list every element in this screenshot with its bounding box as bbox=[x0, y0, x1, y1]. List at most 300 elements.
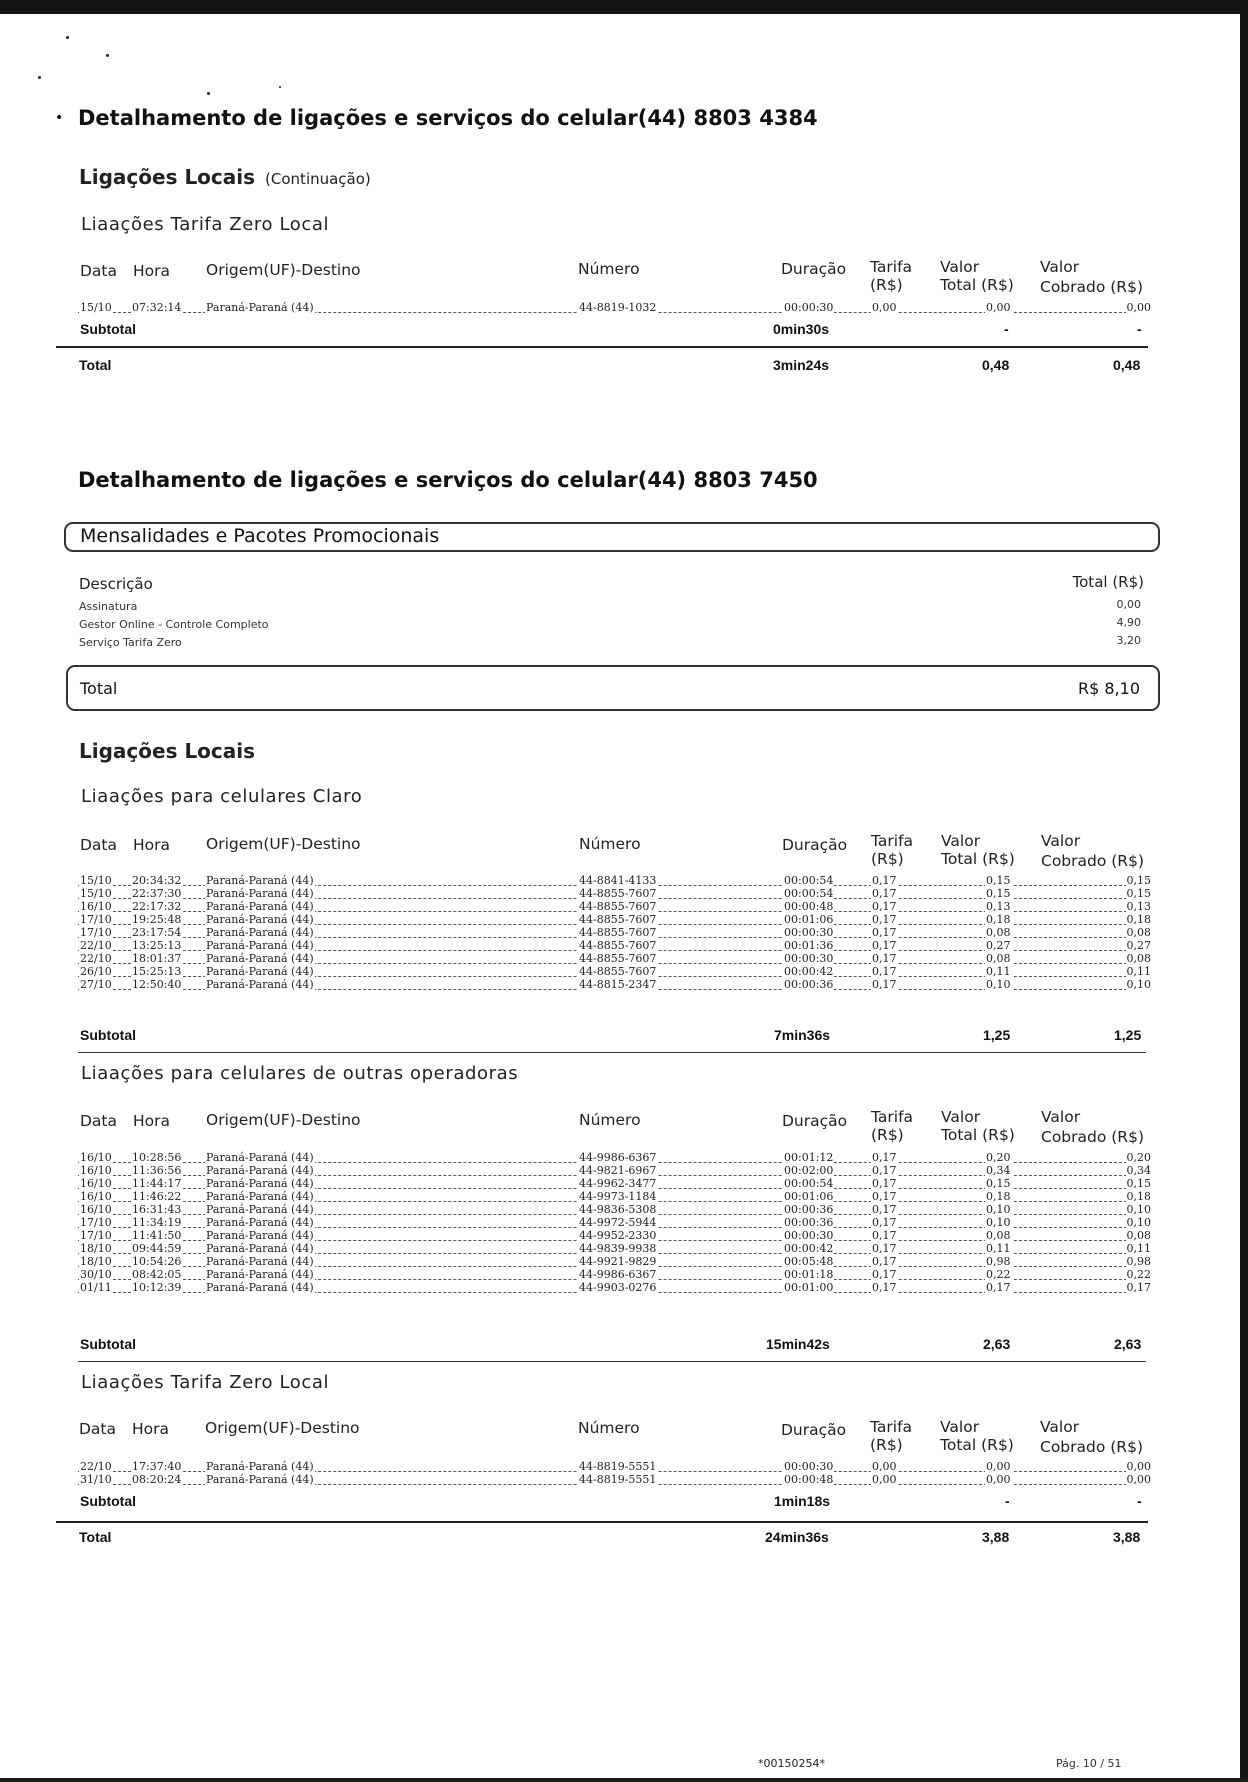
col-duration: Duração bbox=[781, 260, 847, 278]
cell-duration: 00:00:36 bbox=[784, 1216, 834, 1229]
cell-origin: Paraná-Paraná (44) bbox=[206, 1255, 314, 1268]
cell-total: 0,22 bbox=[986, 1268, 1011, 1281]
bullet-icon: • bbox=[55, 110, 64, 126]
total-divider bbox=[56, 346, 1148, 348]
col-number: Número bbox=[579, 835, 641, 853]
col-date: Data bbox=[79, 1420, 117, 1438]
subtotal-total: 2,63 bbox=[983, 1336, 1011, 1352]
cell-tariff: 0,00 bbox=[872, 301, 897, 314]
cell-time: 15:25:13 bbox=[132, 965, 182, 978]
cell-charged: 0,10 bbox=[1126, 978, 1151, 991]
cell-number: 44-9986-6367 bbox=[579, 1151, 657, 1164]
cell-number: 44-9836-5308 bbox=[579, 1203, 657, 1216]
cell-number: 44-8855-7607 bbox=[579, 939, 657, 952]
total-label: Total bbox=[79, 357, 112, 373]
subtotal-total: - bbox=[1004, 321, 1009, 337]
cell-charged: 0,00 bbox=[1126, 301, 1151, 314]
cell-duration: 00:01:06 bbox=[784, 913, 834, 926]
cell-number: 44-9962-3477 bbox=[579, 1177, 657, 1190]
col-tariff bbox=[870, 1418, 912, 1454]
cell-charged: 0,18 bbox=[1126, 913, 1151, 926]
calls-list-claro bbox=[0, 874, 1248, 991]
mensalidades-heading: Mensalidades e Pacotes Promocionais bbox=[80, 525, 440, 547]
cell-number: 44-8855-7607 bbox=[579, 965, 657, 978]
col-tariff-line1: Tarifa bbox=[870, 258, 913, 276]
total-row bbox=[0, 1529, 1248, 1547]
subsection-heading-claro: Liaações para celulares Claro bbox=[81, 786, 363, 807]
cell-origin: Paraná-Paraná (44) bbox=[206, 900, 314, 913]
cell-time: 13:25:13 bbox=[132, 939, 182, 952]
cell-duration: 00:01:12 bbox=[784, 1151, 834, 1164]
cell-duration: 00:00:30 bbox=[784, 926, 834, 939]
cell-tariff: 0,17 bbox=[872, 1216, 897, 1229]
section-heading-locais-continuacao bbox=[79, 165, 371, 189]
cell-tariff: 0,17 bbox=[872, 1229, 897, 1242]
total-duration: 24min36s bbox=[765, 1529, 829, 1545]
cell-charged: 0,11 bbox=[1126, 1242, 1151, 1255]
table-row bbox=[0, 1164, 1248, 1177]
mensalidades-total-box bbox=[66, 665, 1160, 711]
scan-top-border bbox=[0, 0, 1248, 14]
cell-number: 44-8841-4133 bbox=[579, 874, 657, 887]
cell-tariff: 0,17 bbox=[872, 1151, 897, 1164]
cell-origin: Paraná-Paraná (44) bbox=[206, 913, 314, 926]
cell-time: 19:25:48 bbox=[132, 913, 182, 926]
cell-date: 31/10 bbox=[80, 1473, 112, 1486]
cell-number: 44-8815-2347 bbox=[579, 978, 657, 991]
table-row bbox=[0, 978, 1248, 991]
table-row bbox=[0, 1242, 1248, 1255]
subtotal-charged: - bbox=[1137, 1493, 1142, 1509]
description-total-label: Total (R$) bbox=[1072, 573, 1144, 591]
cell-date: 30/10 bbox=[80, 1268, 112, 1281]
subtotal-total: - bbox=[1005, 1493, 1010, 1509]
cell-date: 16/10 bbox=[80, 1190, 112, 1203]
cell-charged: 0,18 bbox=[1126, 1190, 1151, 1203]
scan-bottom-border bbox=[0, 1778, 1248, 1782]
cell-charged: 0,00 bbox=[1126, 1460, 1151, 1473]
cell-time: 11:34:19 bbox=[132, 1216, 182, 1229]
col-charged-line2: Cobrado (R$) bbox=[1041, 1128, 1144, 1146]
cell-origin: Paraná-Paraná (44) bbox=[206, 1177, 314, 1190]
cell-duration: 00:00:54 bbox=[784, 887, 834, 900]
cell-total: 0,13 bbox=[986, 900, 1011, 913]
cell-total: 0,18 bbox=[986, 1190, 1011, 1203]
cell-origin: Paraná-Paraná (44) bbox=[206, 965, 314, 978]
subtotal-duration: 0min30s bbox=[773, 321, 830, 337]
col-charged-value bbox=[1041, 832, 1144, 870]
cell-time: 11:41:50 bbox=[132, 1229, 182, 1242]
cell-total: 0,17 bbox=[986, 1281, 1011, 1294]
cell-tariff: 0,17 bbox=[872, 1177, 897, 1190]
cell-number: 44-8855-7607 bbox=[579, 887, 657, 900]
cell-date: 17/10 bbox=[80, 913, 112, 926]
cell-tariff: 0,00 bbox=[872, 1473, 897, 1486]
calls-list-zero2 bbox=[0, 1460, 1248, 1486]
subsection-heading-outras: Liaações para celulares de outras operadoras bbox=[81, 1063, 519, 1084]
scan-speck bbox=[66, 36, 69, 39]
cell-time: 08:20:24 bbox=[132, 1473, 182, 1486]
cell-number: 44-9839-9938 bbox=[579, 1242, 657, 1255]
cell-charged: 0,15 bbox=[1126, 887, 1151, 900]
cell-total: 0,34 bbox=[986, 1164, 1011, 1177]
subsection-heading-tarifa-zero: Liaações Tarifa Zero Local bbox=[81, 214, 330, 235]
table-row bbox=[0, 913, 1248, 926]
col-tariff-line1: Tarifa bbox=[871, 1108, 914, 1126]
col-date: Data bbox=[80, 836, 118, 854]
continuation-note: (Continuação) bbox=[265, 170, 371, 188]
cell-number: 44-8855-7607 bbox=[579, 952, 657, 965]
table-row bbox=[0, 1229, 1248, 1242]
col-tariff-line2: (R$) bbox=[870, 276, 903, 294]
cell-total: 0,08 bbox=[986, 952, 1011, 965]
mensalidades-total-value: R$ 8,10 bbox=[1077, 679, 1140, 698]
plan-item-name: Serviço Tarifa Zero bbox=[79, 636, 182, 649]
cell-charged: 0,17 bbox=[1126, 1281, 1151, 1294]
cell-total: 0,18 bbox=[986, 913, 1011, 926]
cell-number: 44-8819-5551 bbox=[579, 1460, 657, 1473]
cell-tariff: 0,17 bbox=[872, 913, 897, 926]
col-total-line1: Valor bbox=[940, 258, 980, 276]
table-row bbox=[0, 301, 1248, 314]
table-header bbox=[0, 1108, 1248, 1150]
table-row bbox=[0, 1281, 1248, 1294]
subtotal-divider bbox=[78, 1361, 1146, 1362]
cell-date: 15/10 bbox=[80, 887, 112, 900]
col-duration: Duração bbox=[781, 1421, 847, 1439]
cell-duration: 00:01:06 bbox=[784, 1190, 834, 1203]
cell-origin: Paraná-Paraná (44) bbox=[206, 926, 314, 939]
cell-total: 0,10 bbox=[986, 1203, 1011, 1216]
col-charged-line1: Valor bbox=[1040, 1418, 1080, 1436]
cell-duration: 00:00:36 bbox=[784, 978, 834, 991]
cell-origin: Paraná-Paraná (44) bbox=[206, 1190, 314, 1203]
col-duration: Duração bbox=[782, 836, 848, 854]
cell-duration: 00:00:54 bbox=[784, 874, 834, 887]
cell-origin: Paraná-Paraná (44) bbox=[206, 1151, 314, 1164]
cell-date: 01/11 bbox=[80, 1281, 112, 1294]
cell-time: 22:17:32 bbox=[132, 900, 182, 913]
cell-duration: 00:00:30 bbox=[784, 952, 834, 965]
col-tariff-line2: (R$) bbox=[870, 1436, 903, 1454]
cell-time: 11:44:17 bbox=[132, 1177, 182, 1190]
cell-tariff: 0,17 bbox=[872, 978, 897, 991]
scan-speck bbox=[106, 54, 109, 57]
cell-total: 0,11 bbox=[986, 965, 1011, 978]
cell-date: 17/10 bbox=[80, 1229, 112, 1242]
plan-item-name: Assinatura bbox=[79, 600, 138, 613]
cell-duration: 00:01:36 bbox=[784, 939, 834, 952]
cell-date: 27/10 bbox=[80, 978, 112, 991]
col-tariff-line2: (R$) bbox=[871, 1126, 904, 1144]
subtotal-charged: 1,25 bbox=[1114, 1027, 1142, 1043]
col-total-line2: Total (R$) bbox=[940, 276, 1014, 294]
subtotal-row bbox=[0, 321, 1248, 339]
cell-duration: 00:01:18 bbox=[784, 1268, 834, 1281]
cell-charged: 0,15 bbox=[1126, 1177, 1151, 1190]
table-row bbox=[0, 1460, 1248, 1473]
table-row bbox=[0, 1203, 1248, 1216]
subtotal-charged: - bbox=[1137, 321, 1142, 337]
subtotal-duration: 7min36s bbox=[774, 1027, 831, 1043]
col-duration: Duração bbox=[782, 1112, 848, 1130]
table-row bbox=[0, 874, 1248, 887]
col-charged-line1: Valor bbox=[1041, 1108, 1081, 1126]
subtotal-label: Subtotal bbox=[80, 1336, 136, 1352]
col-total-line2: Total (R$) bbox=[941, 1126, 1015, 1144]
cell-date: 18/10 bbox=[80, 1255, 112, 1268]
cell-time: 18:01:37 bbox=[132, 952, 182, 965]
col-charged-value bbox=[1040, 1418, 1143, 1456]
cell-tariff: 0,17 bbox=[872, 926, 897, 939]
calls-list-zero1 bbox=[0, 301, 1248, 314]
cell-tariff: 0,17 bbox=[872, 939, 897, 952]
cell-duration: 00:00:30 bbox=[784, 1460, 834, 1473]
scan-speck bbox=[279, 86, 281, 88]
cell-total: 0,27 bbox=[986, 939, 1011, 952]
table-header bbox=[0, 258, 1248, 300]
cell-duration: 00:00:30 bbox=[784, 1229, 834, 1242]
cell-duration: 00:00:48 bbox=[784, 900, 834, 913]
barcode-number: *00150254* bbox=[758, 1757, 825, 1770]
scan-speck bbox=[207, 92, 210, 95]
cell-origin: Paraná-Paraná (44) bbox=[206, 887, 314, 900]
table-header bbox=[0, 832, 1248, 874]
cell-total: 0,00 bbox=[986, 1473, 1011, 1486]
description-label: Descrição bbox=[79, 575, 153, 593]
cell-tariff: 0,17 bbox=[872, 1190, 897, 1203]
col-total-line2: Total (R$) bbox=[941, 850, 1015, 868]
total-label: Total bbox=[79, 1529, 112, 1545]
cell-total: 0,08 bbox=[986, 926, 1011, 939]
table-row bbox=[0, 952, 1248, 965]
cell-time: 20:34:32 bbox=[132, 874, 182, 887]
table-row bbox=[0, 1473, 1248, 1486]
page-title-line-4384: Detalhamento de ligações e serviços do celular(44) 8803 4384 bbox=[78, 106, 818, 130]
cell-tariff: 0,17 bbox=[872, 1268, 897, 1281]
col-total-value bbox=[940, 258, 1014, 294]
cell-number: 44-8855-7607 bbox=[579, 900, 657, 913]
cell-origin: Paraná-Paraná (44) bbox=[206, 978, 314, 991]
col-charged-value bbox=[1040, 258, 1143, 296]
cell-tariff: 0,17 bbox=[872, 1255, 897, 1268]
cell-date: 16/10 bbox=[80, 1177, 112, 1190]
table-row bbox=[0, 1151, 1248, 1164]
cell-duration: 00:00:48 bbox=[784, 1473, 834, 1486]
cell-charged: 0,15 bbox=[1126, 874, 1151, 887]
cell-origin: Paraná-Paraná (44) bbox=[206, 1164, 314, 1177]
table-row bbox=[0, 1255, 1248, 1268]
col-time: Hora bbox=[133, 836, 171, 854]
cell-time: 12:50:40 bbox=[132, 978, 182, 991]
col-total-line2: Total (R$) bbox=[940, 1436, 1014, 1454]
table-row bbox=[0, 1216, 1248, 1229]
cell-total: 0,15 bbox=[986, 887, 1011, 900]
table-row bbox=[0, 965, 1248, 978]
plan-item-value: 3,20 bbox=[1116, 634, 1141, 647]
cell-date: 17/10 bbox=[80, 1216, 112, 1229]
col-total-value bbox=[940, 1418, 1014, 1454]
cell-charged: 0,98 bbox=[1126, 1255, 1151, 1268]
cell-time: 17:37:40 bbox=[132, 1460, 182, 1473]
cell-total: 0,10 bbox=[986, 1216, 1011, 1229]
cell-origin: Paraná-Paraná (44) bbox=[206, 1216, 314, 1229]
cell-duration: 00:00:36 bbox=[784, 1203, 834, 1216]
cell-origin: Paraná-Paraná (44) bbox=[206, 1203, 314, 1216]
page-title-line-7450: Detalhamento de ligações e serviços do celular(44) 8803 7450 bbox=[78, 468, 818, 492]
cell-tariff: 0,17 bbox=[872, 952, 897, 965]
cell-charged: 0,11 bbox=[1126, 965, 1151, 978]
cell-charged: 0,10 bbox=[1126, 1216, 1151, 1229]
col-tariff bbox=[871, 832, 913, 868]
col-tariff-line1: Tarifa bbox=[871, 832, 914, 850]
col-time: Hora bbox=[133, 1112, 171, 1130]
cell-duration: 00:00:42 bbox=[784, 1242, 834, 1255]
cell-number: 44-9903-0276 bbox=[579, 1281, 657, 1294]
col-number: Número bbox=[578, 260, 640, 278]
section-heading-label: Ligações Locais bbox=[79, 165, 256, 189]
subtotal-label: Subtotal bbox=[80, 321, 136, 337]
cell-number: 44-9986-6367 bbox=[579, 1268, 657, 1281]
cell-date: 16/10 bbox=[80, 1164, 112, 1177]
cell-origin: Paraná-Paraná (44) bbox=[206, 1242, 314, 1255]
cell-tariff: 0,17 bbox=[872, 1242, 897, 1255]
cell-total: 0,98 bbox=[986, 1255, 1011, 1268]
col-time: Hora bbox=[132, 1420, 170, 1438]
cell-time: 10:12:39 bbox=[132, 1281, 182, 1294]
cell-duration: 00:00:30 bbox=[784, 301, 834, 314]
col-total-value bbox=[941, 832, 1015, 868]
col-number: Número bbox=[578, 1419, 640, 1437]
cell-date: 17/10 bbox=[80, 926, 112, 939]
cell-charged: 0,13 bbox=[1126, 900, 1151, 913]
subtotal-row bbox=[0, 1027, 1248, 1045]
cell-date: 15/10 bbox=[80, 874, 112, 887]
cell-number: 44-9921-9829 bbox=[579, 1255, 657, 1268]
cell-origin: Paraná-Paraná (44) bbox=[206, 952, 314, 965]
cell-number: 44-9973-1184 bbox=[579, 1190, 657, 1203]
col-total-line1: Valor bbox=[941, 832, 981, 850]
table-row bbox=[0, 1177, 1248, 1190]
cell-charged: 0,34 bbox=[1126, 1164, 1151, 1177]
cell-date: 16/10 bbox=[80, 1203, 112, 1216]
cell-tariff: 0,17 bbox=[872, 1281, 897, 1294]
cell-tariff: 0,17 bbox=[872, 965, 897, 978]
total-charged: 3,88 bbox=[1113, 1529, 1141, 1545]
cell-date: 22/10 bbox=[80, 1460, 112, 1473]
cell-tariff: 0,17 bbox=[872, 1203, 897, 1216]
cell-charged: 0,08 bbox=[1126, 1229, 1151, 1242]
cell-duration: 00:00:42 bbox=[784, 965, 834, 978]
cell-charged: 0,08 bbox=[1126, 926, 1151, 939]
col-total-value bbox=[941, 1108, 1015, 1144]
cell-number: 44-9952-2330 bbox=[579, 1229, 657, 1242]
cell-time: 11:46:22 bbox=[132, 1190, 182, 1203]
cell-origin: Paraná-Paraná (44) bbox=[206, 1460, 314, 1473]
total-duration: 3min24s bbox=[773, 357, 830, 373]
col-origin: Origem(UF)-Destino bbox=[206, 261, 361, 279]
cell-number: 44-9821-6967 bbox=[579, 1164, 657, 1177]
cell-charged: 0,10 bbox=[1126, 1203, 1151, 1216]
cell-date: 16/10 bbox=[80, 900, 112, 913]
cell-origin: Paraná-Paraná (44) bbox=[206, 939, 314, 952]
cell-duration: 00:02:00 bbox=[784, 1164, 834, 1177]
table-row bbox=[0, 926, 1248, 939]
col-number: Número bbox=[579, 1111, 641, 1129]
cell-time: 11:36:56 bbox=[132, 1164, 182, 1177]
cell-origin: Paraná-Paraná (44) bbox=[206, 1229, 314, 1242]
cell-number: 44-9972-5944 bbox=[579, 1216, 657, 1229]
cell-total: 0,08 bbox=[986, 1229, 1011, 1242]
total-value: 0,48 bbox=[982, 357, 1010, 373]
total-value: 3,88 bbox=[982, 1529, 1010, 1545]
cell-date: 26/10 bbox=[80, 965, 112, 978]
cell-charged: 0,00 bbox=[1126, 1473, 1151, 1486]
cell-number: 44-8855-7607 bbox=[579, 926, 657, 939]
cell-date: 22/10 bbox=[80, 952, 112, 965]
col-total-line1: Valor bbox=[940, 1418, 980, 1436]
cell-origin: Paraná-Paraná (44) bbox=[206, 1473, 314, 1486]
col-charged-line2: Cobrado (R$) bbox=[1040, 278, 1143, 296]
cell-charged: 0,08 bbox=[1126, 952, 1151, 965]
col-origin: Origem(UF)-Destino bbox=[205, 1419, 360, 1437]
cell-charged: 0,27 bbox=[1126, 939, 1151, 952]
col-date: Data bbox=[80, 1112, 118, 1130]
cell-number: 44-8819-5551 bbox=[579, 1473, 657, 1486]
cell-total: 0,15 bbox=[986, 874, 1011, 887]
col-charged-line1: Valor bbox=[1040, 258, 1080, 276]
total-divider bbox=[56, 1521, 1148, 1523]
subtotal-divider bbox=[78, 1052, 1146, 1053]
mensalidades-heading-box bbox=[64, 522, 1160, 552]
cell-time: 10:54:26 bbox=[132, 1255, 182, 1268]
table-row bbox=[0, 1190, 1248, 1203]
cell-time: 08:42:05 bbox=[132, 1268, 182, 1281]
col-tariff bbox=[871, 1108, 913, 1144]
plan-item-name: Gestor Online - Controle Completo bbox=[79, 618, 269, 631]
table-row bbox=[0, 900, 1248, 913]
cell-tariff: 0,17 bbox=[872, 1164, 897, 1177]
plan-item-value: 0,00 bbox=[1116, 598, 1141, 611]
cell-origin: Paraná-Paraná (44) bbox=[206, 874, 314, 887]
cell-time: 09:44:59 bbox=[132, 1242, 182, 1255]
col-date: Data bbox=[80, 262, 118, 280]
col-tariff-line2: (R$) bbox=[871, 850, 904, 868]
col-tariff-line1: Tarifa bbox=[870, 1418, 913, 1436]
subsection-heading-tarifa-zero: Liaações Tarifa Zero Local bbox=[81, 1372, 330, 1393]
subtotal-label: Subtotal bbox=[80, 1027, 136, 1043]
cell-total: 0,20 bbox=[986, 1151, 1011, 1164]
col-total-line1: Valor bbox=[941, 1108, 981, 1126]
cell-total: 0,15 bbox=[986, 1177, 1011, 1190]
table-header bbox=[0, 1416, 1248, 1458]
section-heading-locais: Ligações Locais bbox=[79, 739, 256, 763]
cell-duration: 00:05:48 bbox=[784, 1255, 834, 1268]
cell-date: 16/10 bbox=[80, 1151, 112, 1164]
calls-list-outras bbox=[0, 1151, 1248, 1294]
subtotal-row bbox=[0, 1336, 1248, 1354]
col-charged-line1: Valor bbox=[1041, 832, 1081, 850]
cell-total: 0,10 bbox=[986, 978, 1011, 991]
cell-origin: Paraná-Paraná (44) bbox=[206, 301, 314, 314]
subtotal-total: 1,25 bbox=[983, 1027, 1011, 1043]
cell-total: 0,00 bbox=[986, 1460, 1011, 1473]
col-charged-value bbox=[1041, 1108, 1144, 1146]
total-row bbox=[0, 357, 1248, 375]
cell-total: 0,00 bbox=[986, 301, 1011, 314]
col-time: Hora bbox=[133, 262, 171, 280]
table-row bbox=[0, 887, 1248, 900]
